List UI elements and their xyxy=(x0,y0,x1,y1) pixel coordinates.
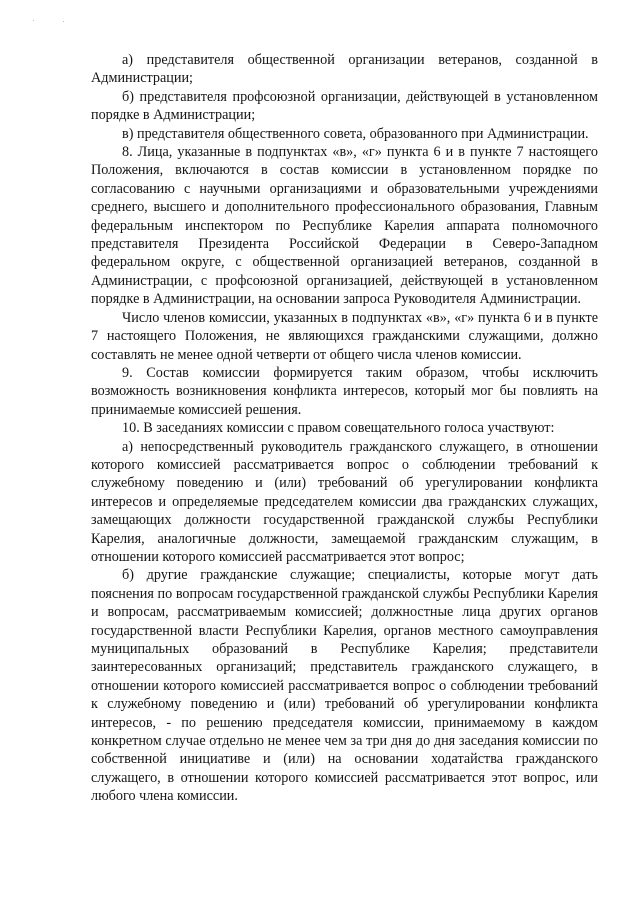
scan-speck xyxy=(33,20,34,21)
paragraph-clause-8: 8. Лица, указанные в подпунктах «в», «г» пункта 6 и в пункте 7 настоящего Положения, включаются в состав комиссии в установленном порядке по согласованию с научными организациями и образовательными учреждениями среднего, высшего и дополнительного профессионального образования, Главным федеральным инспектором по Республике Карелия аппарата полномочного представителя Президента Российской Федерации в Северо-Западном федеральном округе, с общественной организацией ветеранов, созданной в Администрации, с профсоюзной организацией, действующей в установленном порядке в Администрации, на основании запроса Руководителя Администрации. xyxy=(91,144,598,308)
paragraph-item-a-veterans: а) представителя общественной организации ветеранов, созданной в Администрации; xyxy=(91,52,598,87)
paragraph-clause-8-members-count: Число членов комиссии, указанных в подпунктах «в», «г» пункта 6 и в пункте 7 настоящего Положения, не являющихся гражданскими служащими, должно составлять не менее одной четверти от общего числа членов комиссии. xyxy=(91,309,598,363)
paragraph-clause-10-item-b: б) другие гражданские служащие; специалисты, которые могут дать пояснения по вопросам государственной гражданской службы Республики Карелия и вопросам, рассматриваемым комиссией; должностные лица других органов государственной власти Республики Карелия, органов местного самоуправления муниципальных образований в Республике Карелия; представители заинтересованных организаций; представитель гражданского служащего, в отношении которого комиссией рассматривается вопрос о соблюдении требований к служебному поведению и (или) требований об урегулировании конфликта интересов, - по решению председателя комиссии, принимаемому в каждом конкретном случае отдельно не менее чем за три дня до дня заседания комиссии по собственной инициативе и (или) на основании ходатайства гражданского служащего, в отношении которого комиссией рассматривается этот вопрос, или любого члена комиссии. xyxy=(91,567,598,805)
paragraph-clause-10-item-a: а) непосредственный руководитель гражданского служащего, в отношении которого комиссией рассматривается вопрос о соблюдении требований к служебному поведению и (или) требований об урегулировании конфликта интересов и определяемые председателем комиссии два гражданских служащих, замещающих должности государственной гражданской службы Республики Карелия, аналогичные должности, замещаемой гражданским служащим, в отношении которого комиссией рассматривается этот вопрос; xyxy=(91,438,598,565)
paragraph-item-b-trade-union: б) представителя профсоюзной организации, действующей в установленном порядке в Администрации; xyxy=(91,88,598,124)
scan-speck xyxy=(63,21,64,22)
paragraph-clause-10: 10. В заседаниях комиссии с правом совещательного голоса участвуют: xyxy=(122,420,555,437)
paragraph-item-v-public-council: в) представителя общественного совета, образованного при Администрации. xyxy=(122,125,589,142)
paragraph-clause-9: 9. Состав комиссии формируется таким образом, чтобы исключить возможность возникновения конфликта интересов, который мог бы повлиять на принимаемые комиссией решения. xyxy=(91,364,598,418)
document-page xyxy=(91,51,598,806)
